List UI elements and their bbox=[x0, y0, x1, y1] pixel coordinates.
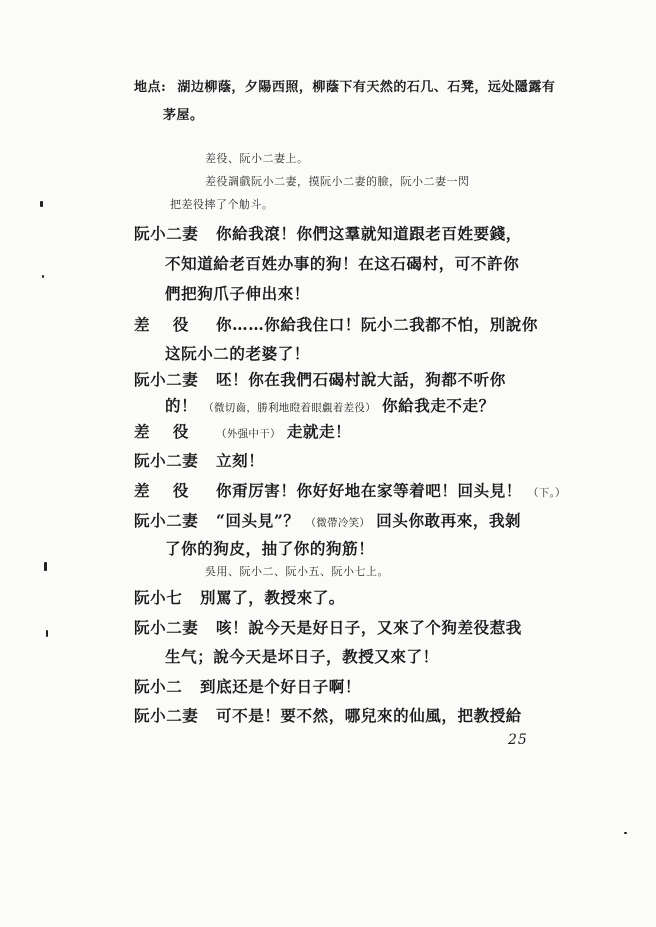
dialogue-text: 咳！說今天是好日子，又來了个狗差役惹我 bbox=[216, 618, 522, 637]
dialogue-text: 可不是！要不然，哪兒來的仙風，把教授給 bbox=[216, 706, 522, 725]
dialogue-text: 你給我走不走？ bbox=[382, 396, 495, 415]
dialogue-line bbox=[134, 586, 345, 608]
speaker-name: 阮小二妻 bbox=[134, 618, 199, 637]
stage-direction-inline: （下。） bbox=[527, 487, 566, 499]
dialogue-text: 你甭厉害！你好好地在家等着吧！回头見！ bbox=[216, 481, 522, 500]
setting-line-2 bbox=[163, 104, 204, 123]
speaker-name: 差 役 bbox=[134, 481, 198, 500]
scan-mark bbox=[40, 201, 43, 207]
stage-direction-inline: （外强中干） bbox=[216, 428, 281, 440]
speaker-name: 阮小七 bbox=[134, 588, 183, 607]
scan-mark bbox=[44, 562, 47, 571]
speaker-name: 差 役 bbox=[134, 315, 198, 334]
dialogue-line bbox=[134, 479, 566, 501]
dialogue-line bbox=[134, 420, 351, 442]
dialogue-line bbox=[134, 368, 506, 390]
stage-direction: 吳用、阮小二、阮小五、阮小七上。 bbox=[205, 565, 389, 578]
stage-direction: 差役、阮小二妻上。 bbox=[205, 152, 309, 165]
speaker-name: 阮小二妻 bbox=[134, 451, 199, 470]
dialogue-line: 生气；說今天是坏日子，教授又來了！ bbox=[165, 647, 439, 666]
setting-text-cont: 茅屋。 bbox=[163, 108, 204, 123]
speaker-name: 阮小二妻 bbox=[134, 706, 199, 725]
speaker-name: 阮小二妻 bbox=[134, 370, 199, 389]
dialogue-text: “回头見”？ bbox=[216, 511, 300, 530]
page-number: 25 bbox=[508, 732, 528, 748]
dialogue-text: 你給我滾！你們这羣就知道跟老百姓要錢， bbox=[216, 224, 522, 243]
dialogue-text: 的！ bbox=[165, 396, 198, 415]
setting-line-1 bbox=[134, 76, 555, 95]
stage-direction-inline: （微帶冷笑） bbox=[305, 517, 371, 529]
dialogue-text: 到底还是个好日子啊！ bbox=[200, 677, 362, 696]
dialogue-line: 們把狗爪子伸出來！ bbox=[165, 284, 310, 303]
speaker-name: 阮小二妻 bbox=[134, 511, 199, 530]
dialogue-line bbox=[134, 616, 522, 638]
speaker-name: 阮小二 bbox=[134, 677, 183, 696]
dialogue-line bbox=[134, 509, 521, 531]
scan-mark bbox=[42, 275, 44, 278]
dialogue-line bbox=[134, 222, 522, 244]
dialogue-line bbox=[134, 704, 522, 726]
stage-direction: 差役調戲阮小二妻，摸阮小二妻的臉，阮小二妻一閃 bbox=[205, 175, 470, 188]
dialogue-text: 你……你給我住口！阮小二我都不怕，別說你 bbox=[216, 315, 539, 334]
scan-mark bbox=[46, 630, 48, 637]
dialogue-line: 了你的狗皮，抽了你的狗筋！ bbox=[165, 539, 375, 558]
dialogue-line: 这阮小二的老婆了！ bbox=[165, 344, 310, 363]
setting-text: 湖边柳蔭，夕陽西照，柳蔭下有天然的石几、石凳，远处隱露有 bbox=[177, 80, 556, 95]
speaker-name: 阮小二妻 bbox=[134, 224, 199, 243]
stage-direction: 把差役摔了个觔斗。 bbox=[170, 198, 274, 211]
dialogue-text: 回头你敢再來，我剝 bbox=[376, 511, 522, 530]
dialogue-text: 呸！你在我們石碣村說大話，狗都不听你 bbox=[216, 370, 506, 389]
dialogue-line bbox=[134, 449, 264, 471]
dialogue-line bbox=[134, 675, 361, 697]
dialogue-text: 別罵了，教授來了。 bbox=[200, 588, 345, 607]
stage-direction-inline: （微切齒，勝利地瞪着眼覷着差役） bbox=[203, 402, 377, 414]
dialogue-text: 立刻！ bbox=[216, 451, 265, 470]
speaker-name: 差 役 bbox=[134, 422, 198, 441]
dialogue-line: 不知道給老百姓办事的狗！在这石碣村，可不許你 bbox=[165, 254, 520, 273]
dialogue-line bbox=[134, 313, 538, 335]
setting-label: 地点: bbox=[134, 80, 167, 95]
scan-mark bbox=[624, 832, 627, 834]
dialogue-line bbox=[165, 394, 495, 416]
dialogue-text: 走就走！ bbox=[286, 422, 352, 441]
